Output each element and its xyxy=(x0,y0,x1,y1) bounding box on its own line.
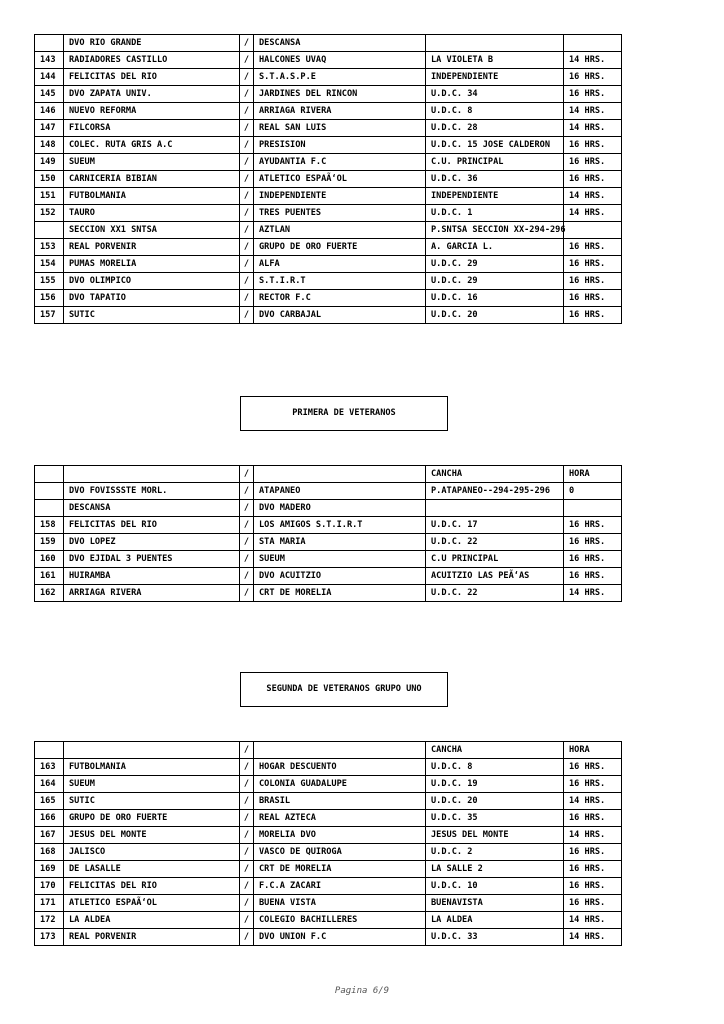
time: 16 HRS. xyxy=(564,878,622,895)
match-number: 170 xyxy=(35,878,64,895)
match-number: 148 xyxy=(35,137,64,154)
time: 16 HRS. xyxy=(564,759,622,776)
venue: P.ATAPANEO--294-295-296 xyxy=(426,483,564,500)
separator: / xyxy=(240,188,254,205)
table-row xyxy=(35,307,622,324)
time: 16 HRS. xyxy=(564,844,622,861)
home-team: SUTIC xyxy=(64,307,240,324)
table-row xyxy=(35,483,622,500)
home-team: FELICITAS DEL RIO xyxy=(64,878,240,895)
match-number: 162 xyxy=(35,585,64,602)
home-team: HUIRAMBA xyxy=(64,568,240,585)
page-number: Pagina 6/9 xyxy=(334,986,390,996)
away-team: DVO MADERO xyxy=(254,500,426,517)
separator: / xyxy=(240,759,254,776)
home-team: FILCORSA xyxy=(64,120,240,137)
separator: / xyxy=(240,742,254,759)
match-number xyxy=(35,35,64,52)
venue: U.D.C. 34 xyxy=(426,86,564,103)
venue: U.D.C. 1 xyxy=(426,205,564,222)
home-team: RADIADORES CASTILLO xyxy=(64,52,240,69)
match-number: 149 xyxy=(35,154,64,171)
venue: U.D.C. 28 xyxy=(426,120,564,137)
home-team: DVO RIO GRANDE xyxy=(64,35,240,52)
match-number xyxy=(35,500,64,517)
separator: / xyxy=(240,239,254,256)
away-team: MORELIA DVO xyxy=(254,827,426,844)
venue: U.D.C. 29 xyxy=(426,273,564,290)
away-team: REAL SAN LUIS xyxy=(254,120,426,137)
table-row xyxy=(35,929,622,946)
away-team: S.T.I.R.T xyxy=(254,273,426,290)
separator: / xyxy=(240,137,254,154)
separator: / xyxy=(240,912,254,929)
home-team: GRUPO DE ORO FUERTE xyxy=(64,810,240,827)
venue: INDEPENDIENTE xyxy=(426,188,564,205)
match-number: 143 xyxy=(35,52,64,69)
table-row xyxy=(35,69,622,86)
match-number xyxy=(35,483,64,500)
table-row xyxy=(35,517,622,534)
time: 0 xyxy=(564,483,622,500)
separator: / xyxy=(240,256,254,273)
table-row xyxy=(35,86,622,103)
home-team: DVO ZAPATA UNIV. xyxy=(64,86,240,103)
time xyxy=(564,500,622,517)
venue: U.D.C. 20 xyxy=(426,793,564,810)
home-team: CARNICERIA BIBIAN xyxy=(64,171,240,188)
separator: / xyxy=(240,273,254,290)
time: 14 HRS. xyxy=(564,205,622,222)
table-row xyxy=(35,895,622,912)
separator: / xyxy=(240,844,254,861)
home-team: REAL PORVENIR xyxy=(64,239,240,256)
separator: / xyxy=(240,534,254,551)
time: 14 HRS. xyxy=(564,912,622,929)
home-team: JESUS DEL MONTE xyxy=(64,827,240,844)
table-row xyxy=(35,239,622,256)
away-team: F.C.A ZACARI xyxy=(254,878,426,895)
home-team: NUEVO REFORMA xyxy=(64,103,240,120)
home-team: DESCANSA xyxy=(64,500,240,517)
away-team: S.T.A.S.P.E xyxy=(254,69,426,86)
venue: LA ALDEA xyxy=(426,912,564,929)
away-team: DESCANSA xyxy=(254,35,426,52)
venue: U.D.C. 10 xyxy=(426,878,564,895)
separator: / xyxy=(240,222,254,239)
table-row xyxy=(35,273,622,290)
venue: U.D.C. 8 xyxy=(426,103,564,120)
separator: / xyxy=(240,290,254,307)
home-team: FELICITAS DEL RIO xyxy=(64,69,240,86)
table-row xyxy=(35,171,622,188)
away-team: BUENA VISTA xyxy=(254,895,426,912)
separator: / xyxy=(240,86,254,103)
match-number: 161 xyxy=(35,568,64,585)
away-team: ATAPANEO xyxy=(254,483,426,500)
venue: U.D.C. 29 xyxy=(426,256,564,273)
time: 14 HRS. xyxy=(564,103,622,120)
match-number: 164 xyxy=(35,776,64,793)
away-team: ARRIAGA RIVERA xyxy=(254,103,426,120)
home-team: DVO TAPATIO xyxy=(64,290,240,307)
separator: / xyxy=(240,154,254,171)
away-team: VASCO DE QUIROGA xyxy=(254,844,426,861)
time: 16 HRS. xyxy=(564,290,622,307)
venue: CANCHA xyxy=(426,466,564,483)
away-team: COLEGIO BACHILLERES xyxy=(254,912,426,929)
time: 16 HRS. xyxy=(564,154,622,171)
time: 16 HRS. xyxy=(564,810,622,827)
separator: / xyxy=(240,810,254,827)
separator: / xyxy=(240,35,254,52)
table-row xyxy=(35,534,622,551)
away-team: PRESISION xyxy=(254,137,426,154)
separator: / xyxy=(240,551,254,568)
time: 16 HRS. xyxy=(564,534,622,551)
venue xyxy=(426,500,564,517)
table-row xyxy=(35,585,622,602)
home-team: COLEC. RUTA GRIS A.C xyxy=(64,137,240,154)
match-number: 169 xyxy=(35,861,64,878)
time: HORA xyxy=(564,742,622,759)
venue: LA VIOLETA B xyxy=(426,52,564,69)
venue: U.D.C. 35 xyxy=(426,810,564,827)
match-number xyxy=(35,222,64,239)
time: 14 HRS. xyxy=(564,120,622,137)
table-row xyxy=(35,568,622,585)
table-row xyxy=(35,188,622,205)
time: 16 HRS. xyxy=(564,517,622,534)
table-row xyxy=(35,776,622,793)
away-team: HALCONES UVAQ xyxy=(254,52,426,69)
time: 14 HRS. xyxy=(564,52,622,69)
match-number: 154 xyxy=(35,256,64,273)
match-number: 172 xyxy=(35,912,64,929)
table-row xyxy=(35,103,622,120)
time: 14 HRS. xyxy=(564,793,622,810)
home-team: DE LASALLE xyxy=(64,861,240,878)
match-number: 167 xyxy=(35,827,64,844)
home-team: SUEUM xyxy=(64,776,240,793)
fixtures-table-1 xyxy=(34,34,622,324)
away-team: RECTOR F.C xyxy=(254,290,426,307)
away-team: INDEPENDIENTE xyxy=(254,188,426,205)
separator: / xyxy=(240,69,254,86)
home-team: PUMAS MORELIA xyxy=(64,256,240,273)
separator: / xyxy=(240,120,254,137)
venue: U.D.C. 19 xyxy=(426,776,564,793)
time: 16 HRS. xyxy=(564,568,622,585)
home-team: SUEUM xyxy=(64,154,240,171)
venue: U.D.C. 8 xyxy=(426,759,564,776)
venue: LA SALLE 2 xyxy=(426,861,564,878)
time: 16 HRS. xyxy=(564,137,622,154)
time: 14 HRS. xyxy=(564,827,622,844)
home-team: DVO EJIDAL 3 PUENTES xyxy=(64,551,240,568)
match-number: 144 xyxy=(35,69,64,86)
time: 14 HRS. xyxy=(564,929,622,946)
home-team: TAURO xyxy=(64,205,240,222)
time: 16 HRS. xyxy=(564,307,622,324)
separator: / xyxy=(240,568,254,585)
venue: INDEPENDIENTE xyxy=(426,69,564,86)
match-number xyxy=(35,742,64,759)
venue xyxy=(426,35,564,52)
home-team: JALISCO xyxy=(64,844,240,861)
table-row xyxy=(35,759,622,776)
fixtures-table-primera-veteranos xyxy=(34,465,622,602)
fixtures-table-segunda-veteranos xyxy=(34,741,622,946)
venue: U.D.C. 36 xyxy=(426,171,564,188)
table-row xyxy=(35,878,622,895)
match-number: 155 xyxy=(35,273,64,290)
home-team: FUTBOLMANIA xyxy=(64,759,240,776)
away-team: TRES PUENTES xyxy=(254,205,426,222)
time: 16 HRS. xyxy=(564,895,622,912)
home-team: SUTIC xyxy=(64,793,240,810)
away-team: DVO CARBAJAL xyxy=(254,307,426,324)
match-number: 151 xyxy=(35,188,64,205)
table-row xyxy=(35,551,622,568)
match-number: 158 xyxy=(35,517,64,534)
match-number: 153 xyxy=(35,239,64,256)
time: 16 HRS. xyxy=(564,551,622,568)
separator: / xyxy=(240,827,254,844)
venue: ACUITZIO LAS PEÃ‘AS xyxy=(426,568,564,585)
match-number: 160 xyxy=(35,551,64,568)
table-row xyxy=(35,222,622,239)
time xyxy=(564,222,622,239)
separator: / xyxy=(240,171,254,188)
away-team: REAL AZTECA xyxy=(254,810,426,827)
away-team: CRT DE MORELIA xyxy=(254,585,426,602)
match-number: 157 xyxy=(35,307,64,324)
home-team: DVO LOPEZ xyxy=(64,534,240,551)
match-number: 163 xyxy=(35,759,64,776)
table-row xyxy=(35,500,622,517)
separator: / xyxy=(240,52,254,69)
away-team: DVO UNION F.C xyxy=(254,929,426,946)
match-number: 171 xyxy=(35,895,64,912)
home-team: REAL PORVENIR xyxy=(64,929,240,946)
home-team: ARRIAGA RIVERA xyxy=(64,585,240,602)
home-team: FELICITAS DEL RIO xyxy=(64,517,240,534)
time: 14 HRS. xyxy=(564,188,622,205)
venue: A. GARCIA L. xyxy=(426,239,564,256)
time xyxy=(564,35,622,52)
venue: U.D.C. 16 xyxy=(426,290,564,307)
venue: U.D.C. 17 xyxy=(426,517,564,534)
time: 16 HRS. xyxy=(564,171,622,188)
home-team: DVO OLIMPICO xyxy=(64,273,240,290)
match-number: 150 xyxy=(35,171,64,188)
section-title-segunda-veteranos: SEGUNDA DE VETERANOS GRUPO UNO xyxy=(240,672,448,707)
away-team xyxy=(254,466,426,483)
venue: U.D.C. 22 xyxy=(426,585,564,602)
separator: / xyxy=(240,205,254,222)
table-header-row xyxy=(35,466,622,483)
separator: / xyxy=(240,517,254,534)
separator: / xyxy=(240,585,254,602)
match-number: 147 xyxy=(35,120,64,137)
separator: / xyxy=(240,793,254,810)
match-number: 168 xyxy=(35,844,64,861)
match-number: 152 xyxy=(35,205,64,222)
table-row xyxy=(35,861,622,878)
away-team: ATLETICO ESPAÃ‘OL xyxy=(254,171,426,188)
venue: U.D.C. 33 xyxy=(426,929,564,946)
separator: / xyxy=(240,878,254,895)
time: 16 HRS. xyxy=(564,273,622,290)
time: 14 HRS. xyxy=(564,585,622,602)
venue: U.D.C. 2 xyxy=(426,844,564,861)
time: 16 HRS. xyxy=(564,776,622,793)
venue: P.SNTSA SECCION XX-294-296 xyxy=(426,222,564,239)
venue: BUENAVISTA xyxy=(426,895,564,912)
home-team: LA ALDEA xyxy=(64,912,240,929)
time: 16 HRS. xyxy=(564,861,622,878)
venue: U.D.C. 15 JOSE CALDERON xyxy=(426,137,564,154)
away-team: AZTLAN xyxy=(254,222,426,239)
match-number: 159 xyxy=(35,534,64,551)
separator: / xyxy=(240,500,254,517)
table-row xyxy=(35,912,622,929)
table-row xyxy=(35,827,622,844)
match-number: 145 xyxy=(35,86,64,103)
venue: C.U PRINCIPAL xyxy=(426,551,564,568)
venue: U.D.C. 22 xyxy=(426,534,564,551)
away-team: DVO ACUITZIO xyxy=(254,568,426,585)
table-row xyxy=(35,256,622,273)
home-team: SECCION XX1 SNTSA xyxy=(64,222,240,239)
separator: / xyxy=(240,103,254,120)
away-team: COLONIA GUADALUPE xyxy=(254,776,426,793)
table-row xyxy=(35,35,622,52)
table-row xyxy=(35,154,622,171)
match-number: 156 xyxy=(35,290,64,307)
table-row xyxy=(35,52,622,69)
away-team: ALFA xyxy=(254,256,426,273)
table-row xyxy=(35,793,622,810)
time: 16 HRS. xyxy=(564,256,622,273)
table-row xyxy=(35,120,622,137)
away-team: LOS AMIGOS S.T.I.R.T xyxy=(254,517,426,534)
home-team: ATLETICO ESPAÃ‘OL xyxy=(64,895,240,912)
table-row xyxy=(35,290,622,307)
away-team: HOGAR DESCUENTO xyxy=(254,759,426,776)
venue: CANCHA xyxy=(426,742,564,759)
separator: / xyxy=(240,307,254,324)
away-team: BRASIL xyxy=(254,793,426,810)
away-team: JARDINES DEL RINCON xyxy=(254,86,426,103)
venue: U.D.C. 20 xyxy=(426,307,564,324)
separator: / xyxy=(240,929,254,946)
away-team: STA MARIA xyxy=(254,534,426,551)
home-team: DVO FOVISSSTE MORL. xyxy=(64,483,240,500)
table-row xyxy=(35,810,622,827)
home-team: FUTBOLMANIA xyxy=(64,188,240,205)
match-number: 146 xyxy=(35,103,64,120)
away-team: AYUDANTIA F.C xyxy=(254,154,426,171)
time: 16 HRS. xyxy=(564,239,622,256)
match-number: 166 xyxy=(35,810,64,827)
separator: / xyxy=(240,483,254,500)
match-number: 165 xyxy=(35,793,64,810)
separator: / xyxy=(240,861,254,878)
time: 16 HRS. xyxy=(564,86,622,103)
home-team xyxy=(64,466,240,483)
table-header-row xyxy=(35,742,622,759)
separator: / xyxy=(240,466,254,483)
time: 16 HRS. xyxy=(564,69,622,86)
table-row xyxy=(35,137,622,154)
away-team: GRUPO DE ORO FUERTE xyxy=(254,239,426,256)
venue: JESUS DEL MONTE xyxy=(426,827,564,844)
section-title-primera-veteranos: PRIMERA DE VETERANOS xyxy=(240,396,448,431)
venue: C.U. PRINCIPAL xyxy=(426,154,564,171)
home-team xyxy=(64,742,240,759)
away-team xyxy=(254,742,426,759)
away-team: CRT DE MORELIA xyxy=(254,861,426,878)
separator: / xyxy=(240,895,254,912)
table-row xyxy=(35,844,622,861)
table-row xyxy=(35,205,622,222)
match-number xyxy=(35,466,64,483)
separator: / xyxy=(240,776,254,793)
time: HORA xyxy=(564,466,622,483)
away-team: SUEUM xyxy=(254,551,426,568)
match-number: 173 xyxy=(35,929,64,946)
